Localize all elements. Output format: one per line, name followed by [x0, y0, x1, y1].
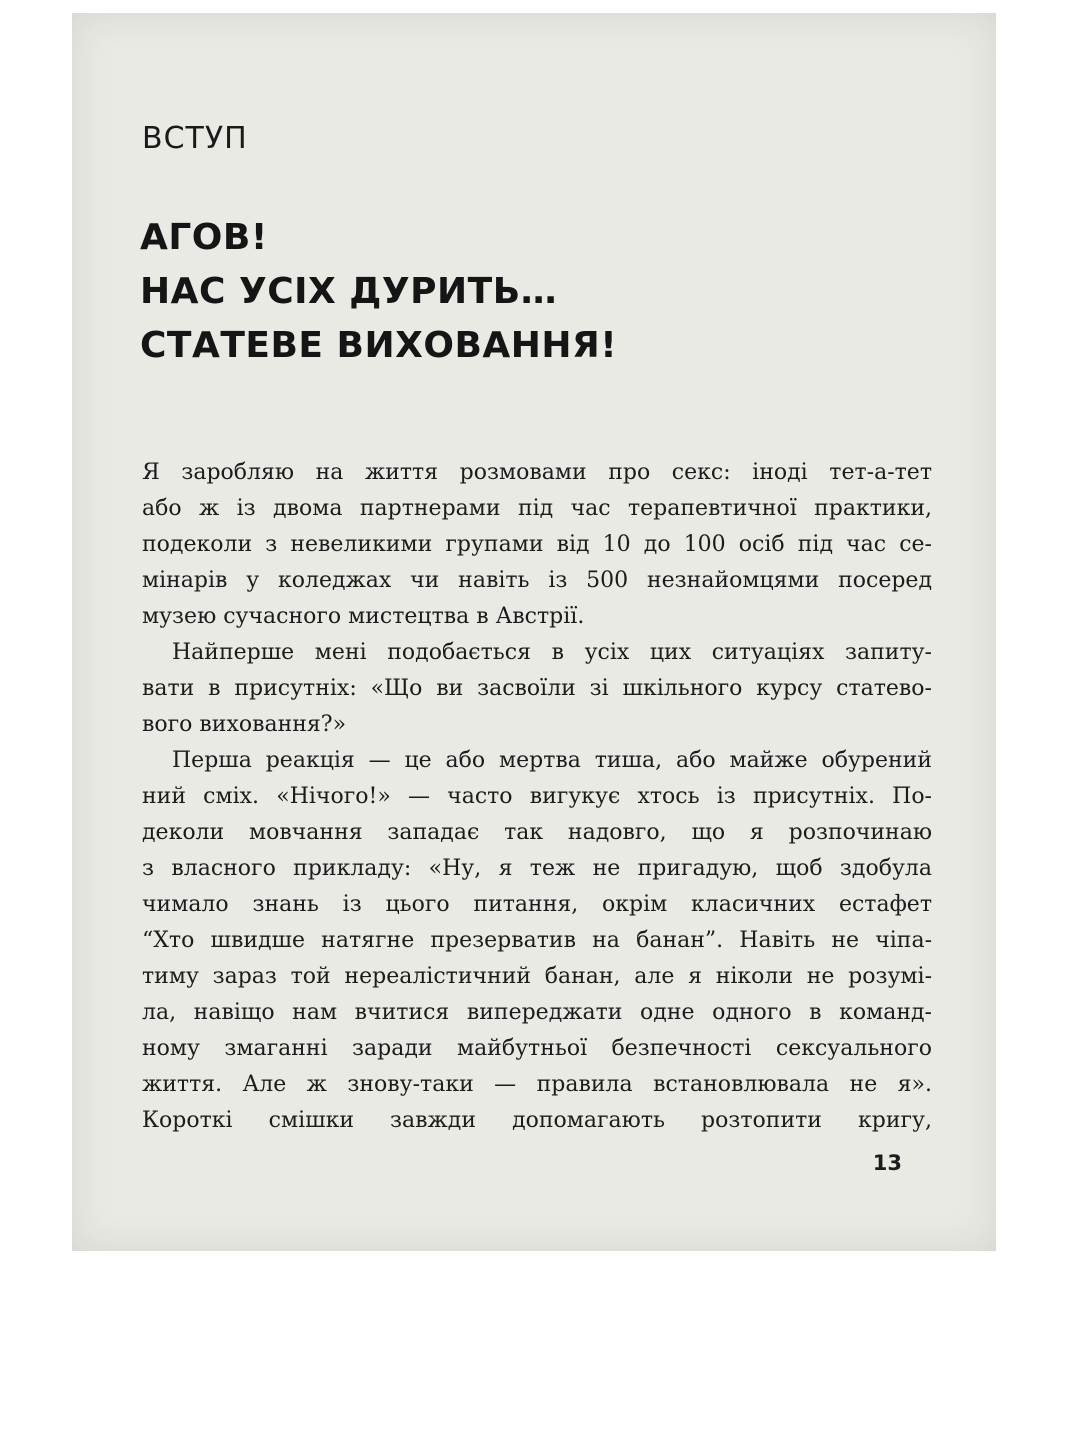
chapter-title-line: НАС УСІХ ДУРИТЬ…	[140, 271, 558, 312]
text-line: ному змаганні заради майбутньої безпечності сексуального	[142, 1036, 932, 1061]
text-line: Найперше мені подобається в усіх цих ситуаціях запиту-	[172, 640, 932, 665]
text-line: вати в присутніх: «Що ви засвоїли зі шкільного курсу статево-	[142, 676, 932, 701]
text-line: ний сміх. «Нічого!» — часто вигукує хтось із присутніх. По-	[142, 784, 932, 809]
text-line: Короткі смішки завжди допомагають розтопити кригу,	[142, 1108, 932, 1133]
text-line: з власного прикладу: «Ну, я теж не пригадую, щоб здобула	[142, 856, 932, 881]
text-line: або ж із двома партнерами під час терапевтичної практики,	[142, 496, 932, 521]
section-label: ВСТУП	[142, 121, 248, 156]
chapter-title-line: АГОВ!	[140, 217, 268, 258]
text-line: Я заробляю на життя розмовами про секс: іноді тет-а-тет	[142, 460, 932, 485]
text-line: тиму зараз той нереалістичний банан, але я ніколи не розумі-	[142, 964, 932, 989]
text-line: життя. Але ж знову-таки — правила встановлювала не я».	[142, 1072, 932, 1097]
text-line: мінарів у коледжах чи навіть із 500 незнайомцями посеред	[142, 568, 932, 593]
chapter-title	[140, 211, 617, 373]
page-number: 13	[872, 1151, 902, 1175]
text-line: деколи мовчання западає так надовго, що я розпочинаю	[142, 820, 932, 845]
chapter-title-line: СТАТЕВЕ ВИХОВАННЯ!	[140, 325, 618, 366]
book-page	[72, 13, 996, 1251]
text-line: подеколи з невеликими групами від 10 до 100 осіб під час се-	[142, 532, 932, 557]
text-line: музею сучасного мистецтва в Австрії.	[142, 604, 585, 629]
body-text	[142, 455, 932, 1139]
text-line: “Хто швидше натягне презерватив на банан”. Навіть не чіпа-	[142, 928, 932, 953]
text-line: чимало знань із цього питання, окрім класичних естафет	[142, 892, 932, 917]
text-line: Перша реакція — це або мертва тиша, або майже обурений	[172, 748, 932, 773]
text-line: вого виховання?»	[142, 712, 347, 737]
text-line: ла, навіщо нам вчитися випереджати одне одного в команд-	[142, 1000, 932, 1025]
